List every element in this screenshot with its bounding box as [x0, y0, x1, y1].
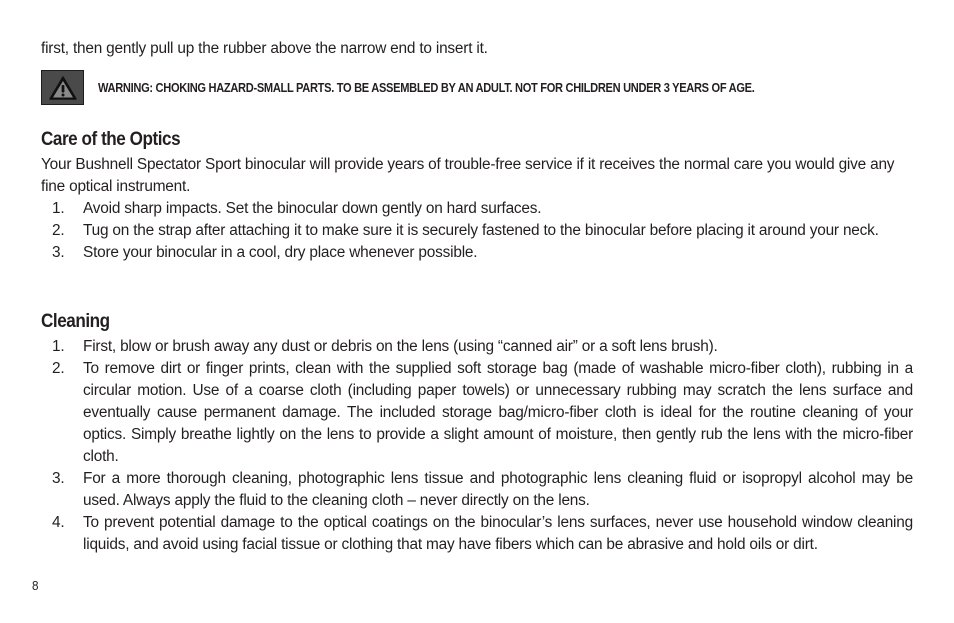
care-paragraph: Your Bushnell Spectator Sport binocular will provide years of trouble-free service if it receives the normal care you would give any fine optical instrument. [41, 156, 895, 195]
list-number: 1. [52, 338, 65, 355]
list-number: 1. [52, 200, 65, 217]
list-item [41, 198, 913, 220]
care-heading: Care of the Optics [41, 129, 181, 150]
warning-triangle-icon [41, 70, 84, 105]
list-item [41, 358, 913, 468]
list-text: Tug on the strap after attaching it to make sure it is securely fastened to the binocular before placing it around your neck. [83, 222, 879, 239]
list-item [41, 220, 913, 242]
list-number: 3. [52, 470, 65, 487]
list-number: 2. [52, 360, 65, 377]
list-number: 2. [52, 222, 65, 239]
list-text: For a more thorough cleaning, photographic lens tissue and photographic lens cleaning fluid or isopropyl alcohol may be used. Always apply the fluid to the cleaning cloth – never directly on the lens. [83, 470, 913, 509]
warning-text: WARNING: CHOKING HAZARD-SMALL PARTS. TO BE ASSEMBLED BY AN ADULT. NOT FOR CHILDREN UNDER 3 YEARS OF AGE. [98, 80, 755, 95]
list-text: First, blow or brush away any dust or debris on the lens (using “canned air” or a soft lens brush). [83, 338, 718, 355]
care-section [41, 154, 913, 264]
cleaning-section [41, 336, 913, 556]
list-item [41, 512, 913, 556]
cleaning-heading: Cleaning [41, 311, 110, 332]
cleaning-list [41, 336, 913, 556]
list-item [41, 242, 913, 264]
list-number: 4. [52, 514, 65, 531]
list-text: To remove dirt or finger prints, clean with the supplied soft storage bag (made of washable micro-fiber cloth), rubbing in a circular motion. Use of a coarse cloth (including paper towels) or unnecessary rubbing may scratch the lens surface and eventually cause permanent damage. The included storage bag/micro-fiber cloth is ideal for the routine cleaning of your optics. Simply breathe lightly on the lens to provide a slight amount of moisture, then gently rub the lens with the micro-fiber cloth. [83, 360, 913, 465]
list-number: 3. [52, 244, 65, 261]
warning-notice [41, 69, 844, 106]
intro-text: first, then gently pull up the rubber above the narrow end to insert it. [41, 40, 488, 57]
care-list [41, 198, 913, 264]
list-item [41, 336, 913, 358]
list-text: To prevent potential damage to the optical coatings on the binocular’s lens surfaces, never use household window cleaning liquids, and avoid using facial tissue or clothing that may have fibers which can be abrasive and hold oils or dirt. [83, 514, 913, 553]
list-text: Store your binocular in a cool, dry place whenever possible. [83, 244, 478, 261]
list-item [41, 468, 913, 512]
page-number: 8 [32, 578, 39, 593]
list-text: Avoid sharp impacts. Set the binocular down gently on hard surfaces. [83, 200, 542, 217]
